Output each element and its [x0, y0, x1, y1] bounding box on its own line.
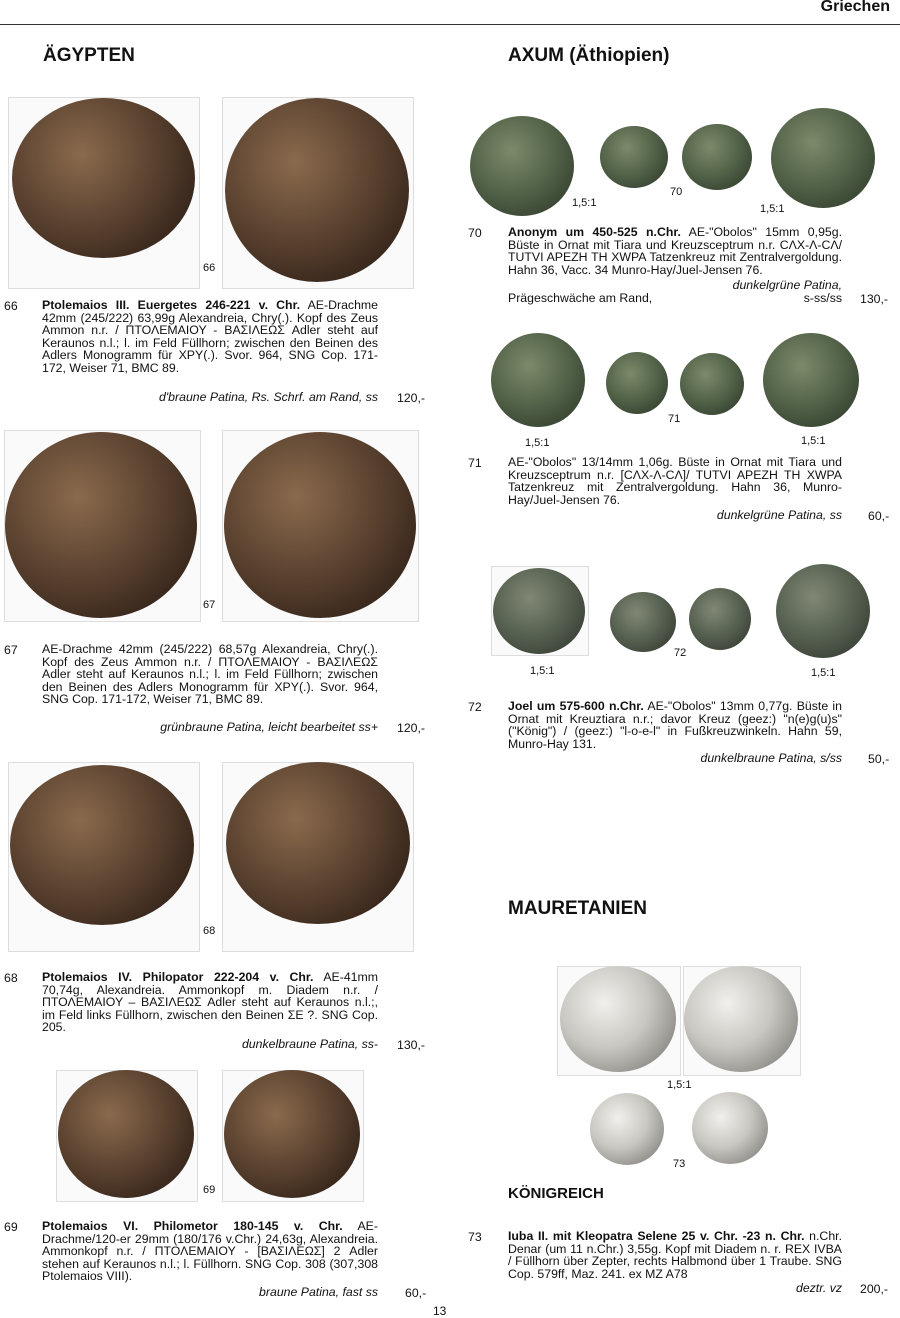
scale-label: 1,5:1 [572, 197, 597, 209]
lot-description-70 [508, 226, 842, 276]
lot-number: 68 [4, 971, 18, 985]
lot-text: AE-Drachme 42mm (245/222) 63,99g Alexandreia, Chry(.). Kopf des Zeus Ammon n.r. / ΠΤΟΛΕΜΑΙΟΥ - ΒΑΣΙΛΕΩΣ Adler steht auf Keraunos n.l.; l. im Feld Füllhorn; zwischen den Beinen des Adlers Monogramm für ΧΡΥ(.). Svor. 964, SNG Cop. 171-172, Weiser 71, BMC 89. [42, 298, 378, 375]
image-lot-number: 72 [674, 647, 687, 659]
lot-price: 120,- [397, 391, 426, 405]
coin-obverse-67 [5, 432, 197, 618]
coin-reverse-72 [689, 588, 751, 650]
lot-condition: dunkelbraune Patina, s/ss [700, 751, 842, 765]
lot-number: 69 [4, 1220, 18, 1234]
image-lot-number: 71 [668, 413, 681, 425]
page-number: 13 [433, 1304, 447, 1318]
scale-label: 1,5:1 [801, 435, 826, 447]
lot-price: 60,- [405, 1286, 427, 1300]
lot-number: 70 [468, 226, 482, 240]
coin-obverse-71 [606, 352, 668, 414]
heading-axum: AXUM (Äthiopien) [508, 45, 670, 66]
lot-condition: deztr. vz [795, 1281, 842, 1295]
lot-price: 120,- [397, 721, 426, 735]
lot-description-73 [508, 1230, 842, 1280]
lot-number: 72 [468, 700, 482, 714]
heading-koenigreich: KÖNIGREICH [508, 1185, 604, 1202]
header-rule [0, 24, 900, 25]
coin-obverse-66 [12, 98, 195, 258]
lot-price: 50,- [868, 752, 890, 766]
lot-condition: braune Patina, fast ss [259, 1285, 378, 1299]
image-lot-number: 70 [670, 186, 683, 198]
lot-number: 67 [4, 643, 18, 657]
coin-reverse-71-enlarged [763, 333, 859, 427]
image-lot-number: 73 [673, 1158, 686, 1170]
coin-obverse-72-enlarged [493, 568, 585, 654]
coin-obverse-68 [10, 765, 194, 925]
lot-title: Iuba II. mit Kleopatra Selene 25 v. Chr. -23 n. Chr. [508, 1229, 805, 1243]
coin-obverse-72 [610, 592, 676, 652]
lot-description-72 [508, 700, 842, 750]
coin-obverse-69 [58, 1070, 194, 1198]
lot-condition: d'braune Patina, Rs. Schrf. am Rand, ss [158, 390, 378, 404]
scale-label: 1,5:1 [667, 1079, 692, 1091]
lot-condition: grünbraune Patina, leicht bearbeitet ss+ [160, 720, 378, 734]
lot-description-66 [42, 299, 378, 375]
lot-description-71: AE-"Obolos" 13/14mm 1,06g. Büste in Ornat mit Tiara und Kreuzsceptrum n.r. [CΛX-Λ-CΛ]/ TUTVI APEZH TH XWPA Tatzenkreuz mit Zentralvergoldung. Hahn 36, Munro-Hay/Juel-Jensen 76. [508, 455, 842, 507]
lot-price: 130,- [860, 292, 889, 306]
scale-label: 1,5:1 [525, 437, 550, 449]
lot-condition-grade: s-ss/ss [803, 291, 842, 305]
coin-obverse-73-enlarged [560, 966, 676, 1072]
lot-title: Joel um 575-600 n.Chr. [508, 699, 644, 713]
lot-text: AE-"Obolos" 13mm 0,77g. Büste in Ornat mit Kreuztiara n.r.; davor Kreuz (geez:) "n(e)g(u)s" ("König") / (geez:) "l-o-e-l" in Fußkreuzwinkeln. Hahn 59, Munro-Hay 131. [508, 699, 842, 751]
coin-reverse-73 [692, 1092, 768, 1164]
lot-condition: dunkelgrüne Patina, ss [716, 508, 842, 522]
image-lot-number: 69 [203, 1184, 216, 1196]
lot-number: 66 [4, 299, 18, 313]
coin-reverse-70 [682, 124, 752, 190]
coin-obverse-73 [590, 1093, 664, 1165]
coin-reverse-66 [225, 98, 409, 282]
coin-reverse-70-enlarged [771, 108, 875, 208]
lot-number: 73 [468, 1230, 482, 1244]
coin-obverse-70 [600, 126, 668, 188]
coin-obverse-71-enlarged [491, 333, 585, 427]
lot-condition: dunkelbraune Patina, ss- [241, 1037, 378, 1051]
lot-price: 200,- [860, 1282, 889, 1296]
image-lot-number: 66 [203, 262, 216, 274]
lot-description-67: AE-Drachme 42mm (245/222) 68,57g Alexandreia, Chry(.). Kopf des Zeus Ammon n.r. / ΠΤΟΛΕΜΑΙΟΥ - ΒΑΣΙΛΕΩΣ Adler steht auf Keraunos n.l.; l. im Feld Füllhorn; zwischen den Beinen des Adlers Monogramm für ΧΡΥ(.). Svor. 964, SNG Cop. 171-172, Weiser 71, BMC 89. [42, 642, 378, 707]
page-section-header: Griechen [820, 0, 890, 15]
lot-title: Anonym um 450-525 n.Chr. [508, 225, 681, 239]
coin-reverse-72-enlarged [776, 564, 870, 658]
lot-title: Ptolemaios VI. Philometor 180-145 v. Chr. [42, 1219, 343, 1233]
coin-reverse-69 [224, 1070, 360, 1198]
lot-price: 60,- [868, 509, 890, 523]
lot-title: Ptolemaios III. Euergetes 246-221 v. Chr. [42, 298, 301, 312]
image-lot-number: 68 [203, 925, 216, 937]
image-lot-number: 67 [203, 599, 216, 611]
lot-text: n.Chr. Denar (um 11 n.Chr.) 3,55g. Kopf mit Diadem n. r. REX IVBA / Füllhorn über Zepter, rechts Halbmond über 1 Traube. SNG Cop. 579ff, Maz. 241. ex MZ A78 [508, 1229, 842, 1281]
scale-label: 1,5:1 [760, 203, 785, 215]
lot-condition-note: Prägeschwäche am Rand, [508, 291, 653, 305]
scale-label: 1,5:1 [811, 667, 836, 679]
coin-reverse-67 [224, 432, 416, 618]
lot-text: AE-"Obolos" 15mm 0,95g. Büste in Ornat mit Tiara und Kreuzsceptrum n.r. CΛX-Λ-CΛ/ TUTVI APEZH TH XWPA Tatzenkreuz mit Zentralvergoldung. Hahn 36, Vacc. 34 Munro-Hay/Juel-Jensen 76. [508, 225, 842, 277]
scale-label: 1,5:1 [530, 665, 555, 677]
heading-mauretanien: MAURETANIEN [508, 898, 647, 919]
lot-text: AE-Drachme/120-er 29mm (180/176 v.Chr.) 24,63g, Alexandreia. Ammonkopf n.r. / ΠΤΟΛΕΜΑΙΟΥ - [ΒΑΣΙΛΕΩΣ] 2 Adler stehen auf Keraunos n.l.; l. Füllhorn. SNG Cop. 308 (307,308 Ptolemaios VIII). [42, 1219, 378, 1284]
coin-reverse-73-enlarged [684, 966, 798, 1072]
lot-description-68 [42, 971, 378, 1034]
coin-reverse-68 [226, 762, 410, 924]
lot-title: Ptolemaios IV. Philopator 222-204 v. Chr. [42, 970, 314, 984]
lot-price: 130,- [397, 1038, 426, 1052]
coin-obverse-70-enlarged [470, 116, 574, 216]
lot-description-69 [42, 1220, 378, 1283]
heading-aegypten: ÄGYPTEN [43, 45, 135, 66]
lot-text: AE-41mm 70,74g, Alexandreia. Ammonkopf m. Diadem n.r. / ΠΤΟΛΕΜΑΙΟΥ – ΒΑΣΙΛΕΩΣ Adler steht auf Keraunos n.l.;, im Feld links Füllhorn, zwischen den Beinen ΣΕ ?. SNG Cop. 205. [42, 970, 379, 1035]
lot-number: 71 [468, 456, 482, 470]
coin-reverse-71 [680, 353, 744, 415]
lot-condition: dunkelgrüne Patina, [732, 278, 842, 292]
